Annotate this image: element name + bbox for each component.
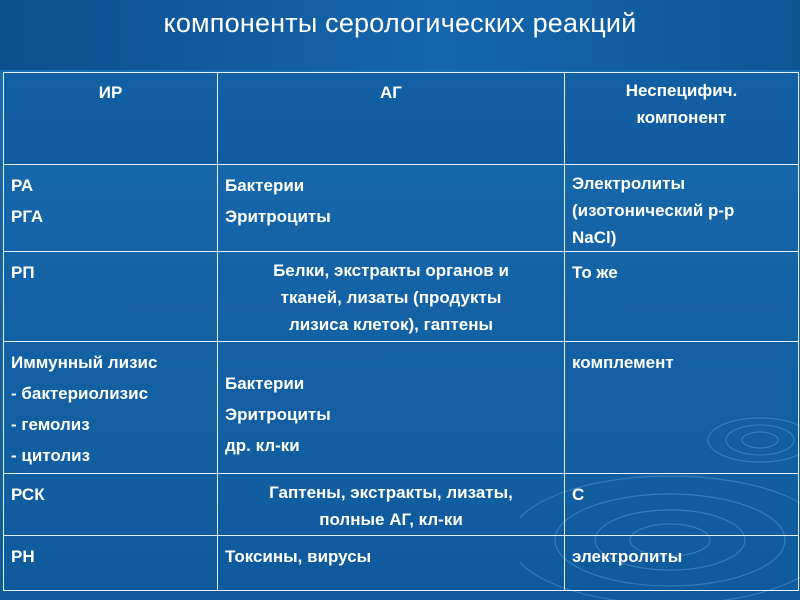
ir-line: - цитолиз bbox=[11, 446, 91, 465]
ag-line: тканей, лизаты (продукты bbox=[280, 288, 502, 307]
ir-line: РГА bbox=[11, 207, 44, 226]
ir-line: РА bbox=[11, 176, 34, 195]
header-nonspecific-line-1: Неспецифич. bbox=[625, 81, 738, 100]
ag-line: Гаптены, экстракты, лизаты, bbox=[269, 483, 513, 502]
cell-ir bbox=[4, 474, 218, 536]
table-row-rp bbox=[4, 252, 799, 342]
ir-line: РСК bbox=[11, 485, 45, 504]
header-nonspecific-line-2: компонент bbox=[636, 108, 727, 127]
header-nonspecific bbox=[565, 73, 799, 165]
table-row-ra bbox=[4, 165, 799, 252]
nonspecific-line bbox=[572, 479, 791, 510]
cell-nonspecific bbox=[565, 536, 799, 591]
ag-line: лизиса клеток), гаптены bbox=[289, 315, 493, 334]
cell-ir bbox=[4, 342, 218, 474]
cell-ag bbox=[218, 165, 565, 252]
ir-line: - гемолиз bbox=[11, 415, 90, 434]
table-header-row bbox=[4, 73, 799, 165]
ag-line: др. кл-ки bbox=[225, 436, 300, 455]
ag-line: Бактерии bbox=[225, 176, 305, 195]
cell-ir bbox=[4, 165, 218, 252]
cell-ag bbox=[218, 474, 565, 536]
nonspecific-line: (изотонический р-р bbox=[572, 201, 735, 220]
header-ir bbox=[4, 73, 218, 165]
ir-line: - бактериолизис bbox=[11, 384, 149, 403]
ir-line: РН bbox=[11, 547, 35, 566]
page-title: компоненты серологических реакций bbox=[163, 8, 637, 38]
nonspecific-line: То же bbox=[572, 263, 618, 282]
serology-components-table bbox=[3, 72, 799, 591]
nonspecific-line: комплемент bbox=[572, 353, 674, 372]
cell-nonspecific bbox=[565, 474, 799, 536]
cell-ir bbox=[4, 252, 218, 342]
ag-line: полные АГ, кл-ки bbox=[319, 510, 463, 529]
cell-ag bbox=[218, 536, 565, 591]
nonspecific-line: электролиты bbox=[572, 547, 683, 566]
nonspecific-line: NaCl) bbox=[572, 228, 617, 247]
cell-ir bbox=[4, 536, 218, 591]
ag-line: Эритроциты bbox=[225, 405, 331, 424]
ag-line: Эритроциты bbox=[225, 207, 331, 226]
table-row-rsk bbox=[4, 474, 799, 536]
cell-nonspecific bbox=[565, 252, 799, 342]
table-row-rn bbox=[4, 536, 799, 591]
nonspecific-truncated-text: С bbox=[572, 485, 585, 504]
table-row-immune-lysis bbox=[4, 342, 799, 474]
cell-ag bbox=[218, 342, 565, 474]
header-ag bbox=[218, 73, 565, 165]
cell-nonspecific bbox=[565, 342, 799, 474]
header-ir-label: ИР bbox=[98, 83, 123, 102]
cell-nonspecific bbox=[565, 165, 799, 252]
header-ag-label: АГ bbox=[380, 83, 402, 102]
ag-line: Бактерии bbox=[225, 374, 305, 393]
ir-line: РП bbox=[11, 263, 35, 282]
cell-ag bbox=[218, 252, 565, 342]
nonspecific-line: Электролиты bbox=[572, 174, 685, 193]
ag-line: Токсины, вирусы bbox=[225, 547, 372, 566]
ir-line: Иммунный лизис bbox=[11, 353, 158, 372]
ag-line: Белки, экстракты органов и bbox=[273, 261, 509, 280]
